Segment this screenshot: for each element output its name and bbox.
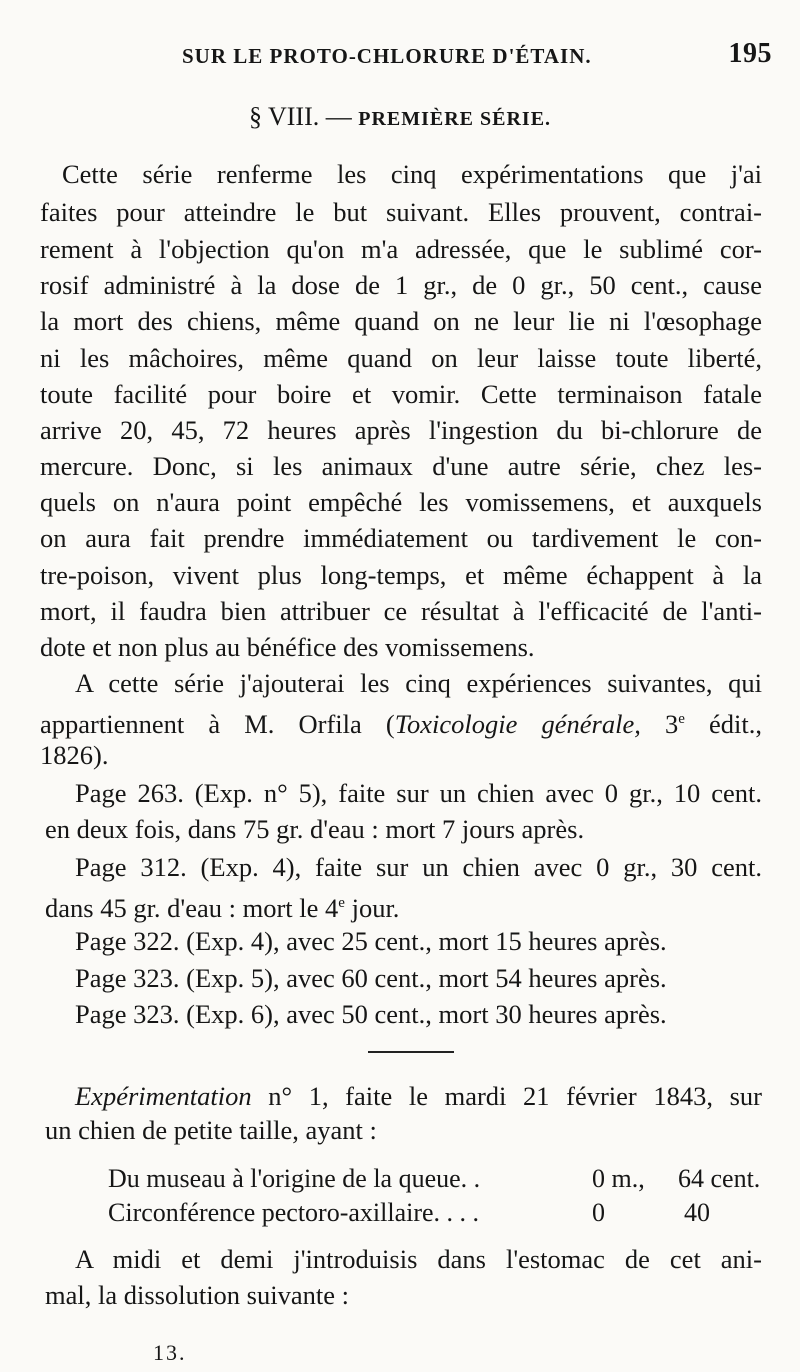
running-head: [182, 38, 772, 72]
text-line: quels on n'aura point empêché les vomissemens, et auxquels: [40, 487, 762, 517]
text-line: mercure. Donc, si les animaux d'une autre série, chez les-: [40, 451, 762, 481]
text-line: toute facilité pour boire et vomir. Cette terminaison fatale: [40, 379, 762, 409]
text-line: tre-poison, vivent plus long-temps, et même échappent à la: [40, 560, 762, 590]
measurement-row: Du museau à l'origine de la queue. . 0 m., 64 cent.: [108, 1164, 761, 1193]
text-line: mal, la dissolution suivante :: [45, 1280, 349, 1310]
text-line: la mort des chiens, même quand on ne leur lie ni l'œsophage: [40, 306, 762, 336]
book-title: Toxicologie générale,: [394, 708, 641, 739]
text-line: en deux fois, dans 75 gr. d'eau : mort 7 jours après.: [45, 814, 585, 844]
text-line: 1826).: [40, 740, 109, 770]
text-line: rosif administré à la dose de 1 gr., de 0 gr., 50 cent., cause: [40, 270, 762, 300]
signature-mark: 13.: [153, 1340, 187, 1365]
separator-rule: [368, 1051, 454, 1053]
running-head-title: SUR LE PROTO-CHLORURE D'ÉTAIN.: [182, 44, 592, 68]
experiment-label: Expérimentation: [75, 1081, 252, 1111]
text-line: on aura fait prendre immédiatement ou tardivement le con-: [40, 523, 762, 553]
page-reference: Page 322. (Exp. 4), avec 25 cent., mort 15 heures après.: [75, 926, 667, 956]
page-reference: Page 263. (Exp. n° 5), faite sur un chien avec 0 gr., 10 cent.: [75, 778, 762, 808]
measurement-row: Circonférence pectoro-axillaire. . . . 0 40: [108, 1198, 710, 1227]
text-line: arrive 20, 45, 72 heures après l'ingestion du bi-chlorure de: [40, 415, 762, 445]
text-line: Cette série renferme les cinq expérimentations que j'ai: [62, 159, 762, 189]
text-line-dans45: dans 45 gr. d'eau : mort le 4e jour.: [45, 892, 400, 923]
section-heading: [0, 102, 800, 132]
page-reference: Page 312. (Exp. 4), faite sur un chien avec 0 gr., 30 cent.: [75, 852, 762, 882]
section-subtitle: PREMIÈRE SÉRIE.: [358, 108, 552, 130]
page-number: 195: [728, 38, 772, 69]
text-line: A cette série j'ajouterai les cinq expériences suivantes, qui: [75, 668, 762, 698]
text-line: rement à l'objection qu'on m'a adressée, que le sublimé cor-: [40, 234, 762, 264]
text-line: mort, il faudra bien attribuer ce résultat à l'efficacité de l'anti-: [40, 596, 762, 626]
page-reference: Page 323. (Exp. 5), avec 60 cent., mort 54 heures après.: [75, 963, 667, 993]
text-line: ni les mâchoires, même quand on leur laisse toute liberté,: [40, 343, 762, 373]
text-line: faites pour atteindre le but suivant. Elles prouvent, contrai-: [40, 197, 762, 227]
experiment-heading: Expérimentation n° 1, faite le mardi 21 février 1843, sur: [75, 1081, 762, 1111]
text-line: A midi et demi j'introduisis dans l'estomac de cet ani-: [75, 1244, 762, 1274]
section-dash: —: [319, 102, 359, 131]
text-line-orfila: appartiennent à M. Orfila (Toxicologie générale, 3e édit.,: [40, 708, 763, 739]
text-line: dote et non plus au bénéfice des vomissemens.: [40, 632, 535, 662]
section-label: § VIII.: [248, 102, 320, 131]
page-reference: Page 323. (Exp. 6), avec 50 cent., mort 30 heures après.: [75, 999, 667, 1029]
text-line: un chien de petite taille, ayant :: [45, 1115, 377, 1145]
